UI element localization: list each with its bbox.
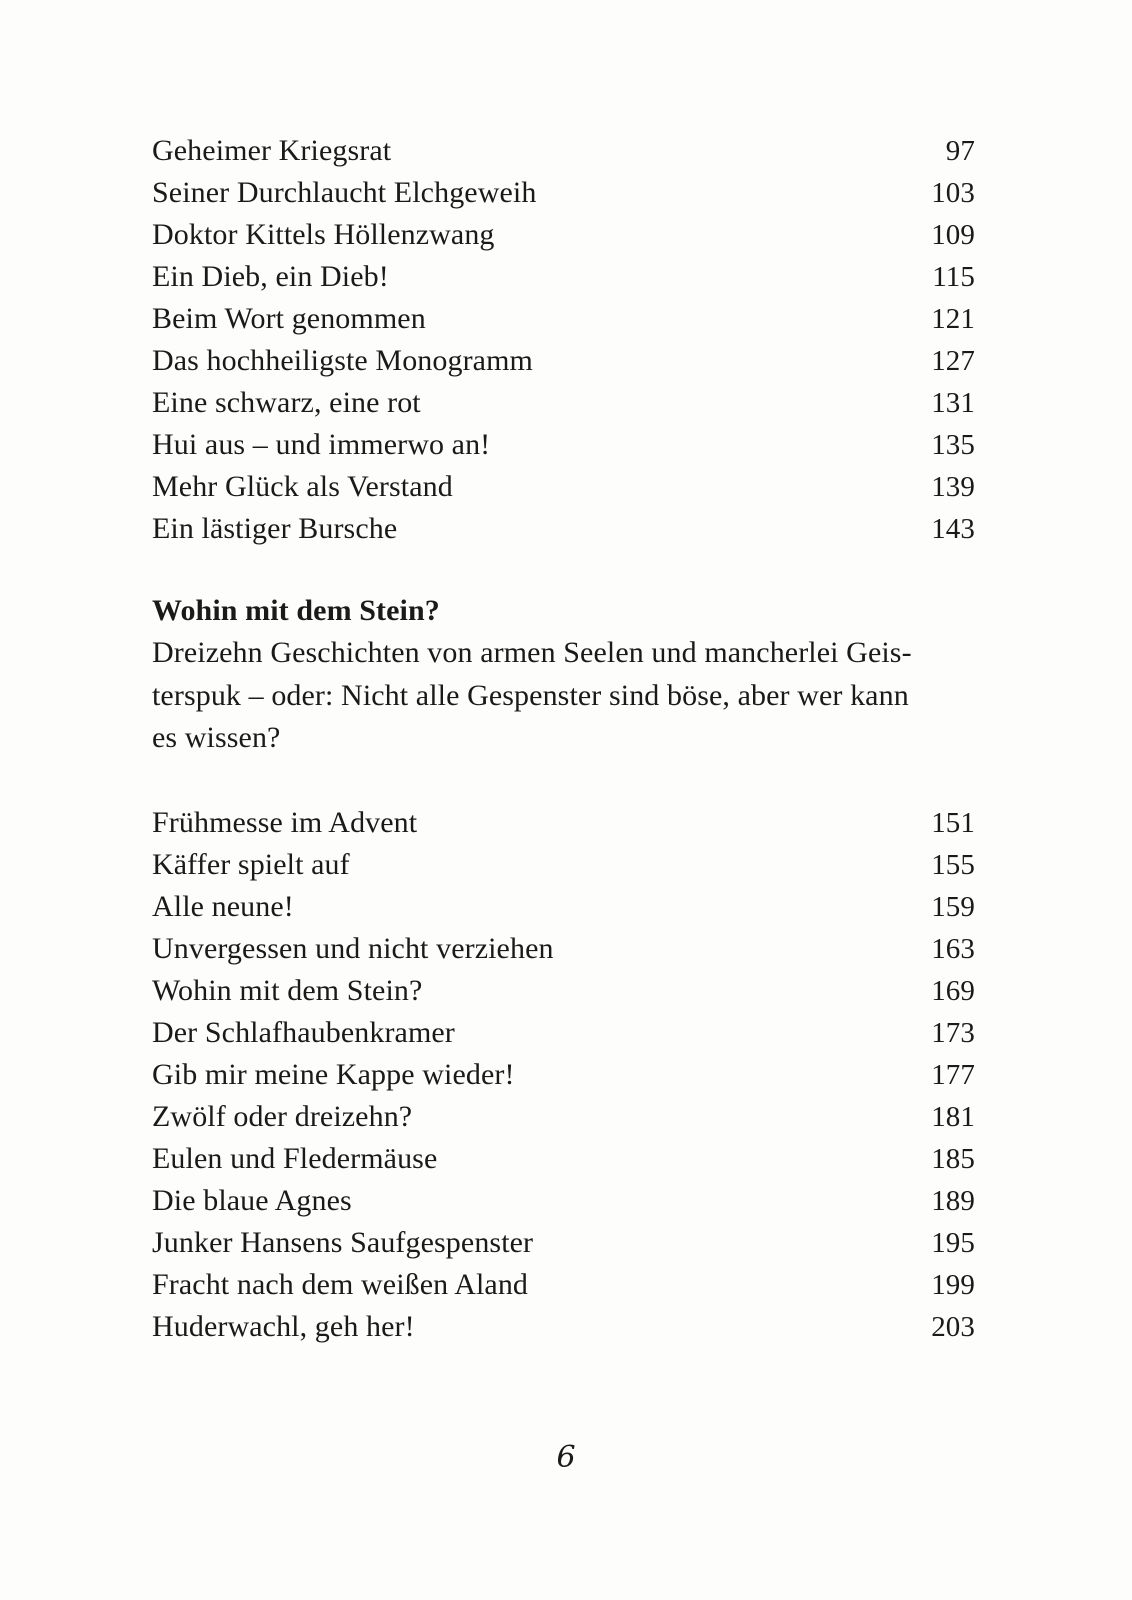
toc-entry-page-number: 185 (931, 1142, 975, 1175)
toc-row[interactable] (152, 214, 975, 256)
toc-entry-title: Unvergessen und nicht verziehen (152, 931, 554, 965)
toc-row[interactable] (152, 172, 975, 214)
toc-entry-title: Wohin mit dem Stein? (152, 973, 423, 1007)
toc-entry-page-number: 109 (931, 219, 975, 251)
section-heading: Wohin mit dem Stein? (152, 594, 440, 627)
toc-row[interactable] (152, 886, 975, 928)
toc-row[interactable] (152, 382, 975, 424)
toc-entry-title: Geheimer Kriegsrat (152, 134, 392, 167)
toc-row[interactable] (152, 802, 975, 844)
section-description (152, 632, 975, 760)
toc-entry-title: Huderwachl, geh her! (152, 1309, 415, 1343)
toc-entry-title: Zwölf oder dreizehn? (152, 1099, 413, 1133)
section-description-line-3: es wissen? (152, 721, 281, 754)
toc-entry-page-number: 115 (932, 261, 975, 293)
toc-row[interactable] (152, 466, 975, 508)
toc-row[interactable] (152, 1096, 975, 1138)
toc-row[interactable] (152, 1054, 975, 1096)
toc-row[interactable] (152, 1264, 975, 1306)
toc-entry-title: Alle neune! (152, 889, 294, 923)
toc-row[interactable] (152, 424, 975, 466)
toc-entry-page-number: 131 (931, 387, 975, 419)
toc-entry-title: Seiner Durchlaucht Elchgeweih (152, 176, 537, 209)
toc-entry-title: Die blaue Agnes (152, 1183, 352, 1217)
section-description-line-2: terspuk – oder: Nicht alle Gespenster sind böse, aber wer kann (152, 678, 909, 712)
toc-entry-title: Hui aus – und immerwo an! (152, 428, 491, 461)
toc-entry-page-number: 195 (931, 1226, 975, 1259)
toc-entry-title: Frühmesse im Advent (152, 805, 418, 839)
toc-entry-page-number: 169 (931, 974, 975, 1007)
toc-entry-title: Junker Hansens Saufgespenster (152, 1225, 534, 1259)
toc-row[interactable] (152, 928, 975, 970)
section-description-line-1: Dreizehn Geschichten von armen Seelen und mancherlei Geis- (152, 636, 912, 669)
toc-entry-title: Ein Dieb, ein Dieb! (152, 260, 389, 293)
toc-entry-page-number: 151 (931, 806, 975, 839)
toc-row[interactable] (152, 340, 975, 382)
toc-entry-title: Eulen und Fledermäuse (152, 1141, 438, 1175)
toc-entry-title: Eine schwarz, eine rot (152, 386, 421, 419)
toc-entry-page-number: 203 (931, 1310, 975, 1343)
toc-row[interactable] (152, 970, 975, 1012)
toc-entry-page-number: 155 (931, 848, 975, 881)
toc-entry-page-number: 143 (931, 513, 975, 545)
toc-row[interactable] (152, 1138, 975, 1180)
toc-entry-title: Ein lästiger Bursche (152, 512, 398, 545)
toc-row[interactable] (152, 1012, 975, 1054)
toc-entry-title: Fracht nach dem weißen Aland (152, 1267, 529, 1301)
toc-entry-title: Beim Wort genommen (152, 302, 426, 335)
toc-row[interactable] (152, 844, 975, 886)
toc-entry-page-number: 97 (945, 135, 975, 167)
toc-entry-title: Der Schlafhaubenkramer (152, 1015, 455, 1049)
toc-entry-title: Käffer spielt auf (152, 847, 350, 881)
toc-entry-page-number: 103 (931, 177, 975, 209)
toc-row[interactable] (152, 298, 975, 340)
section-two-intro (152, 590, 975, 760)
toc-row[interactable] (152, 1180, 975, 1222)
toc-entry-page-number: 173 (931, 1016, 975, 1049)
toc-entry-page-number: 199 (931, 1268, 975, 1301)
toc-list-section-one (152, 130, 975, 550)
toc-entry-page-number: 121 (931, 303, 975, 335)
toc-entry-page-number: 159 (931, 890, 975, 923)
toc-entry-page-number: 135 (931, 429, 975, 461)
toc-entry-page-number: 189 (931, 1184, 975, 1217)
toc-row[interactable] (152, 508, 975, 550)
toc-row[interactable] (152, 130, 975, 172)
toc-row[interactable] (152, 1306, 975, 1348)
page-folio: 6 (556, 1440, 576, 1475)
toc-row[interactable] (152, 1222, 975, 1264)
toc-entry-title: Gib mir meine Kappe wieder! (152, 1057, 515, 1091)
toc-entry-page-number: 177 (931, 1058, 975, 1091)
toc-list-section-two (152, 802, 975, 1348)
toc-row[interactable] (152, 256, 975, 298)
toc-entry-title: Doktor Kittels Höllenzwang (152, 218, 495, 251)
toc-entry-page-number: 163 (931, 932, 975, 965)
toc-entry-page-number: 127 (931, 345, 975, 377)
toc-entry-page-number: 181 (931, 1100, 975, 1133)
page-content (152, 130, 975, 1348)
toc-entry-title: Das hochheiligste Monogramm (152, 344, 533, 377)
toc-entry-title: Mehr Glück als Verstand (152, 470, 453, 503)
toc-entry-page-number: 139 (931, 471, 975, 503)
